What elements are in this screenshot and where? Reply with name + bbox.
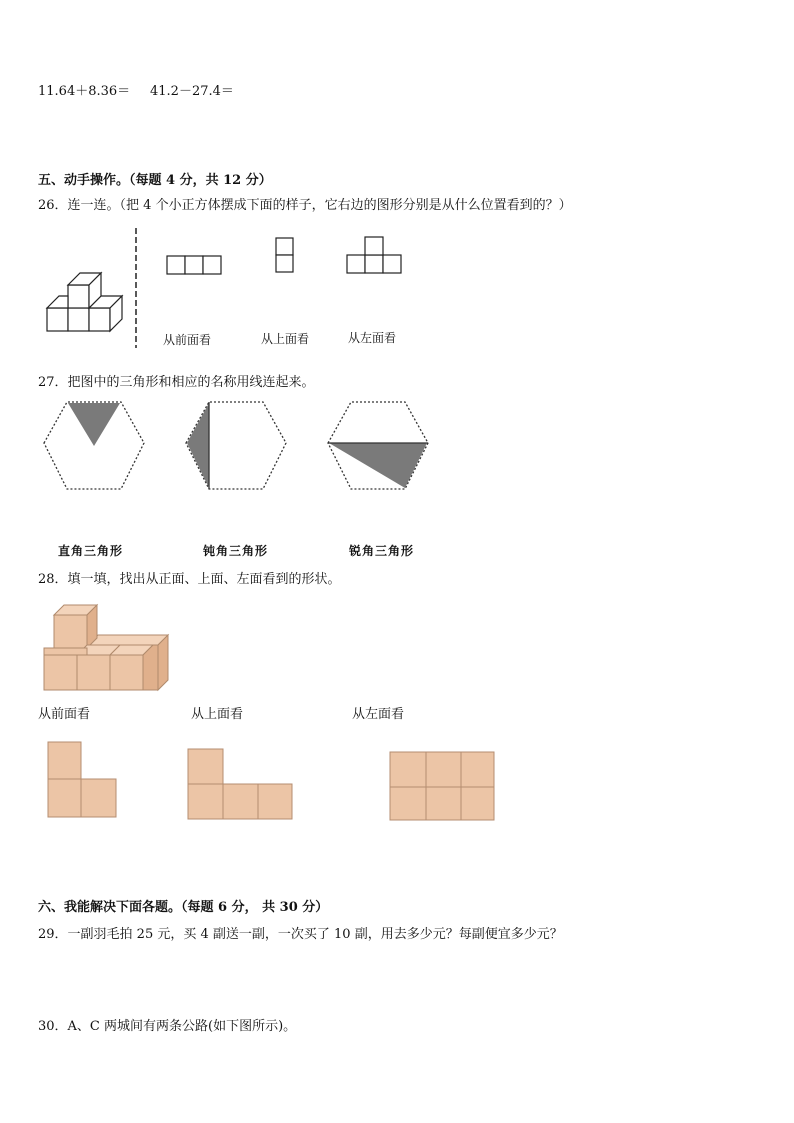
q26-label-top: 从上面看 xyxy=(261,332,310,346)
question-26-text: 26．连一连。（把 4 个小正方体摆成下面的样子，它右边的图形分别是从什么位置看到的？） xyxy=(38,198,572,213)
q28-label-left: 从左面看 xyxy=(352,707,405,722)
q27-name-right-triangle: 直角三角形 xyxy=(58,544,124,558)
q28-cube-structure xyxy=(42,600,174,694)
q28-label-top: 从上面看 xyxy=(191,707,244,722)
q28-view-3 xyxy=(390,752,494,820)
q26-view-t-shape xyxy=(347,237,401,273)
question-30-text: 30．A、C 两城间有两条公路(如下图所示)。 xyxy=(38,1019,297,1034)
hexagon-2 xyxy=(186,402,286,489)
q26-label-left: 从左面看 xyxy=(348,331,397,345)
hexagon-1 xyxy=(44,402,144,489)
q26-view-row-of-three xyxy=(167,256,221,274)
q27-name-obtuse-triangle: 钝角三角形 xyxy=(203,544,269,558)
q28-view-1 xyxy=(48,742,116,817)
expression-1: 11.64＋8.36＝ xyxy=(38,84,131,99)
q28-view-2 xyxy=(188,749,292,819)
q27-hexagons xyxy=(40,398,440,494)
hexagon-3 xyxy=(328,402,428,489)
q28-label-front: 从前面看 xyxy=(38,707,91,722)
section-6-title: 六、我能解决下面各题。（每题 6 分， 共 30 分） xyxy=(38,900,329,915)
expression-2: 41.2－27.4＝ xyxy=(150,84,234,99)
question-27-text: 27．把图中的三角形和相应的名称用线连起来。 xyxy=(38,375,315,390)
q26-label-front: 从前面看 xyxy=(163,333,212,347)
question-29-text: 29．一副羽毛拍 25 元，买 4 副送一副，一次买了 10 副，用去多少元？每副便宜多少元？ xyxy=(38,927,563,942)
q26-cube-stack xyxy=(47,273,122,331)
question-28-text: 28．填一填，找出从正面、上面、左面看到的形状。 xyxy=(38,572,341,587)
q27-name-acute-triangle: 锐角三角形 xyxy=(349,544,415,558)
q28-views xyxy=(44,740,504,826)
section-5-title: 五、动手操作。（每题 4 分，共 12 分） xyxy=(38,173,272,188)
q26-view-column-of-two xyxy=(276,238,293,272)
